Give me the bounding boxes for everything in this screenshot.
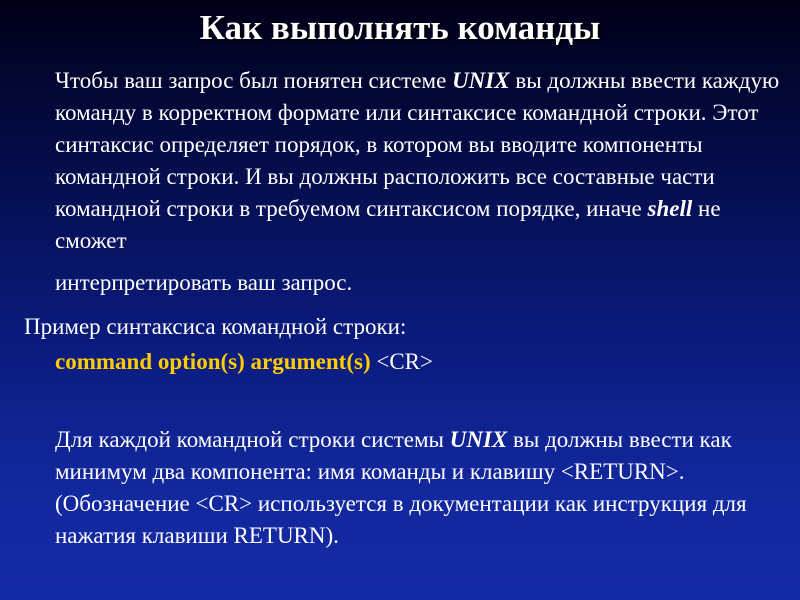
intro-text-2: вы должны ввести каждую команду в корректном формате или синтаксисе командной строки. Этот синтаксис определяет порядок, в котором вы вводите компоненты командной строки. И вы должны расположить все составные части командной строки в требуемом синтаксисом порядке, иначе (55, 68, 780, 221)
intro-paragraph (55, 65, 785, 299)
unix-keyword-2: UNIX (449, 427, 508, 452)
cr-marker: <CR> (370, 349, 433, 374)
unix-keyword: UNIX (452, 68, 510, 93)
components-text-2: вы должны ввести как минимум два компонента: имя команды и клавишу <RETURN>. (Обозначение <CR> используется в документации как инструкция для нажатия клавиши RETURN). (55, 427, 747, 548)
intro-last-line: интерпретировать ваш запрос. (55, 270, 353, 295)
components-text-1: Для каждой командной строки системы (55, 427, 450, 452)
command-syntax-example (55, 346, 785, 378)
example-label: Пример синтаксиса командной строки: (24, 314, 407, 339)
intro-text-1: Чтобы ваш запрос был понятен системе (55, 68, 453, 93)
command-syntax: command option(s) argument(s) (55, 349, 371, 374)
slide-title: Как выполнять команды (199, 8, 601, 47)
intro-text-3: не сможет (55, 196, 721, 253)
components-paragraph (55, 424, 785, 552)
shell-keyword: shell (647, 196, 693, 221)
